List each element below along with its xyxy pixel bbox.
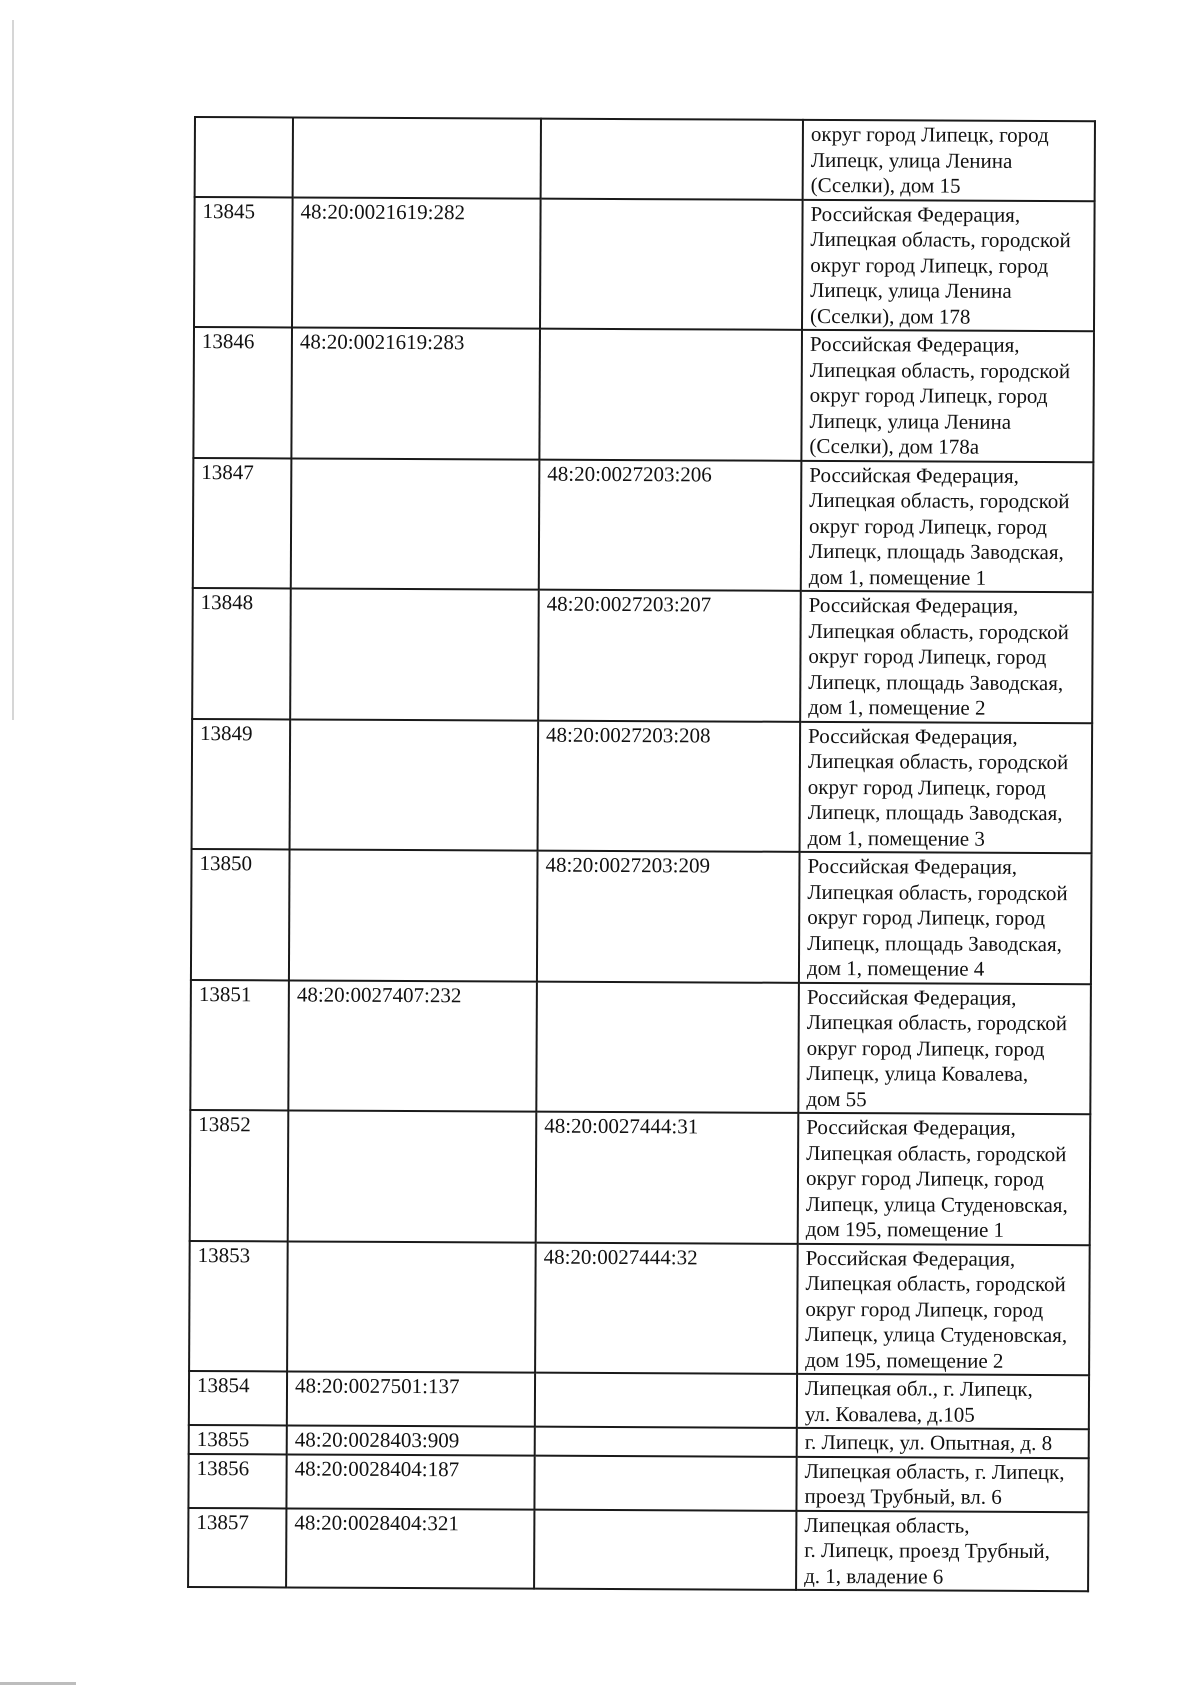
cell-object-cadastral-number: 48:20:0027203:206 <box>539 459 802 591</box>
table-row <box>192 718 1093 853</box>
cell-cadastral-number: 48:20:0027501:137 <box>287 1371 535 1426</box>
table-row <box>189 1371 1089 1429</box>
cell-object-cadastral-number: 48:20:0027203:207 <box>538 590 801 722</box>
cell-record-number: 13857 <box>188 1507 286 1587</box>
cell-record-number: 13847 <box>193 458 292 589</box>
cell-cadastral-number <box>293 117 541 198</box>
cell-cadastral-number: 48:20:0021619:282 <box>292 197 541 329</box>
cell-cadastral-number <box>291 458 540 590</box>
cell-object-cadastral-number: 48:20:0027444:32 <box>535 1242 798 1374</box>
table-row <box>188 1453 1088 1511</box>
cell-address: Липецкая обл., г. Липецк, ул. Ковалева, д.105 <box>797 1374 1089 1429</box>
cell-record-number: 13854 <box>189 1371 287 1425</box>
cell-record-number: 13850 <box>191 849 290 980</box>
table-row <box>193 327 1094 462</box>
registry-table-body <box>188 117 1095 1591</box>
cell-cadastral-number <box>290 588 539 720</box>
cell-object-cadastral-number <box>535 1427 797 1457</box>
cell-object-cadastral-number <box>534 1509 796 1590</box>
table-row <box>194 197 1095 332</box>
cell-address: Российская Федерация, Липецкая область, городской округ город Липецк, город Липецк, площадь Заводская, дом 1, помещение 2 <box>800 591 1093 723</box>
cell-address: Российская Федерация, Липецкая область, городской округ город Липецк, город Липецк, улица Ленина (Сселки), дом 178 <box>802 199 1095 331</box>
scan-bottom-mark <box>0 1682 76 1685</box>
cell-record-number: 13846 <box>193 327 292 458</box>
cell-address: Российская Федерация, Липецкая область, городской округ город Липецк, город Липецк, улица Студеновская, дом 195, помещение 2 <box>797 1243 1090 1375</box>
cell-record-number: 13851 <box>190 979 289 1110</box>
registry-table <box>187 116 1096 1592</box>
table-row <box>191 849 1092 984</box>
table-row <box>192 588 1093 723</box>
cell-address: Российская Федерация, Липецкая область, городской округ город Липецк, город Липецк, улица Ленина (Сселки), дом 178а <box>801 330 1094 462</box>
table-row <box>190 1110 1091 1245</box>
cell-record-number: 13856 <box>188 1453 286 1507</box>
table-row <box>190 979 1091 1114</box>
cell-address: Российская Федерация, Липецкая область, городской округ город Липецк, город Липецк, площадь Заводская, дом 1, помещение 4 <box>799 852 1092 984</box>
cell-cadastral-number: 48:20:0028403:909 <box>287 1425 535 1455</box>
cell-object-cadastral-number: 48:20:0027444:31 <box>536 1112 799 1244</box>
cell-cadastral-number: 48:20:0021619:283 <box>291 327 540 459</box>
cell-cadastral-number: 48:20:0028404:187 <box>286 1454 534 1509</box>
table-row <box>193 458 1094 593</box>
cell-record-number: 13849 <box>192 718 291 849</box>
cell-cadastral-number <box>287 1241 536 1373</box>
cell-address: Липецкая область, г. Липецк, проезд Трубный, вл. 6 <box>796 1456 1088 1511</box>
cell-address: г. Липецк, ул. Опытная, д. 8 <box>797 1428 1089 1458</box>
cell-address: Российская Федерация, Липецкая область, городской округ город Липецк, город Липецк, улица Ковалева, дом 55 <box>798 982 1091 1114</box>
cell-object-cadastral-number: 48:20:0027203:208 <box>538 720 801 852</box>
cell-record-number: 13855 <box>189 1425 287 1454</box>
cell-record-number: 13845 <box>194 197 293 328</box>
cell-cadastral-number <box>290 719 539 851</box>
table-row <box>195 117 1095 201</box>
cell-address: Российская Федерация, Липецкая область, городской округ город Липецк, город Липецк, площадь Заводская, дом 1, помещение 1 <box>801 460 1094 592</box>
cell-cadastral-number <box>288 1110 537 1242</box>
cell-record-number <box>195 117 293 197</box>
cell-object-cadastral-number <box>534 1455 796 1510</box>
cell-object-cadastral-number <box>540 198 803 330</box>
scan-edge-mark <box>12 20 14 720</box>
cell-cadastral-number <box>289 849 538 981</box>
cell-object-cadastral-number: 48:20:0027203:209 <box>537 851 800 983</box>
cell-object-cadastral-number <box>535 1373 797 1428</box>
table-row <box>189 1425 1089 1458</box>
cell-record-number: 13853 <box>189 1240 288 1371</box>
cell-object-cadastral-number <box>541 119 803 200</box>
cell-address: округ город Липецк, город Липецк, улица Ленина (Сселки), дом 15 <box>803 120 1095 201</box>
cell-object-cadastral-number <box>539 329 802 461</box>
table-row <box>189 1240 1090 1375</box>
cell-cadastral-number: 48:20:0028404:321 <box>286 1508 534 1589</box>
cell-address: Российская Федерация, Липецкая область, городской округ город Липецк, город Липецк, улица Студеновская, дом 195, помещение 1 <box>798 1113 1091 1245</box>
cell-address: Липецкая область, г. Липецк, проезд Трубный, д. 1, владение 6 <box>796 1510 1088 1591</box>
table-row <box>188 1507 1088 1591</box>
cell-object-cadastral-number <box>536 981 799 1113</box>
cell-address: Российская Федерация, Липецкая область, городской округ город Липецк, город Липецк, площадь Заводская, дом 1, помещение 3 <box>800 721 1093 853</box>
cell-cadastral-number: 48:20:0027407:232 <box>288 980 537 1112</box>
cell-record-number: 13848 <box>192 588 291 719</box>
cell-record-number: 13852 <box>190 1110 289 1241</box>
